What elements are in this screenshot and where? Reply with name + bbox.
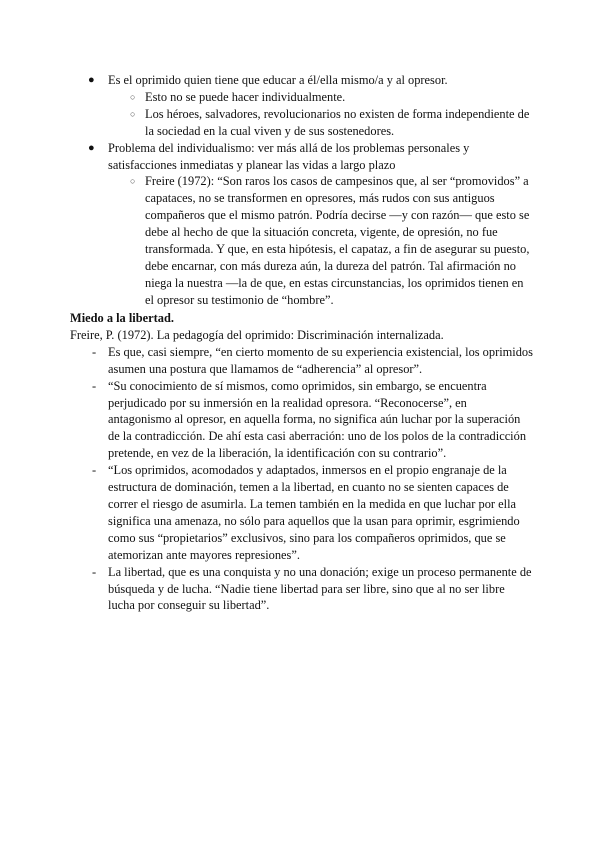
dash-icon: -	[92, 564, 97, 579]
reference: Freire, P. (1972). La pedagogía del oprimido: Discriminación internalizada.	[70, 327, 444, 342]
section-heading: Miedo a la libertad.	[70, 311, 174, 325]
dash-icon: -	[92, 344, 97, 359]
list-item	[70, 72, 500, 89]
dash-item	[70, 378, 533, 463]
list-item	[70, 140, 500, 174]
circle-bullet-icon: ○	[130, 108, 136, 119]
dash-item-text: “Su conocimiento de sí mismos, como oprimidos, sin embargo, se encuentra perjudicado por su inmersión en la realidad opresora. “Reconocerse”, en antagonismo al opresor, en aquella forma, no significa aún luchar por la superación de la contradicción. De ahí esta casi aberración: uno de los polos de la contradicción pretende, en vez de la liberación, la identificación con su contrario”.	[108, 378, 527, 461]
dash-item-text: “Los oprimidos, acomodados y adaptados, inmersos en el propio engranaje de la estructura de dominación, temen a la libertad, en cuanto no se sienten capaces de correr el riesgo de asumirla. La temen también en la medida en que luchar por ella significa una amenaza, no sólo para aquellos que la usan para oprimir, esgrimiendo como sus “propietarios” exclusivos, sino para los compañeros oprimidos, que se atemorizan ante mayores represiones”.	[108, 463, 520, 562]
list-item-text: Los héroes, salvadores, revolucionarios no existen de forma independiente de la sociedad en la cual viven y de sus sostenedores.	[145, 106, 530, 138]
circle-bullet-icon: ○	[130, 91, 136, 102]
dash-item-text: La libertad, que es una conquista y no una donación; exige un proceso permanente de búsqueda y de lucha. “Nadie tiene libertad para ser libre, sino que al no ser libre lucha por conseguir su libertad”.	[108, 564, 532, 613]
dash-item	[70, 462, 533, 563]
bullet-icon: ●	[88, 141, 95, 154]
sub-list-item	[70, 173, 532, 308]
dash-item	[70, 344, 533, 378]
list-item-text: Freire (1972): “Son raros los casos de campesinos que, al ser “promovidos” a capataces, no se transformen en opresores, más rudos con sus antiguos compañeros que el mismo patrón. Podría decirse —y con razón— que esto se debe al hecho de que la situación concreta, vigente, de opresión, no fue transformada. Y que, en esta hipótesis, el capataz, a fin de asegurar su puesto, debe encarnar, con más dureza aún, la dureza del patrón. Tal afirmación no niega la nuestra —la de que, en estas circunstancias, los oprimidos tienen en el opresor su testimonio de “hombre”.	[145, 174, 530, 307]
dash-item-text: Es que, casi siempre, “en cierto momento de su experiencia existencial, los oprimidos asumen una postura que llamamos de “adherencia” al opresor”.	[108, 344, 533, 376]
list-item-text: Esto no se puede hacer individualmente.	[145, 89, 346, 104]
dash-item	[70, 564, 533, 615]
dash-icon: -	[92, 378, 97, 393]
list-item-text: Problema del individualismo: ver más allá de los problemas personales y satisfacciones inmediatas y planear las vidas a largo plazo	[108, 140, 470, 172]
sub-list-item	[70, 89, 532, 106]
dash-icon: -	[92, 463, 97, 478]
sub-list-item	[70, 106, 532, 140]
bullet-list	[70, 72, 532, 309]
bullet-icon: ●	[88, 74, 95, 86]
circle-bullet-icon: ○	[130, 176, 136, 187]
list-item-text: Es el oprimido quien tiene que educar a él/ella mismo/a y al opresor.	[108, 73, 448, 87]
section-miedo	[70, 310, 533, 614]
